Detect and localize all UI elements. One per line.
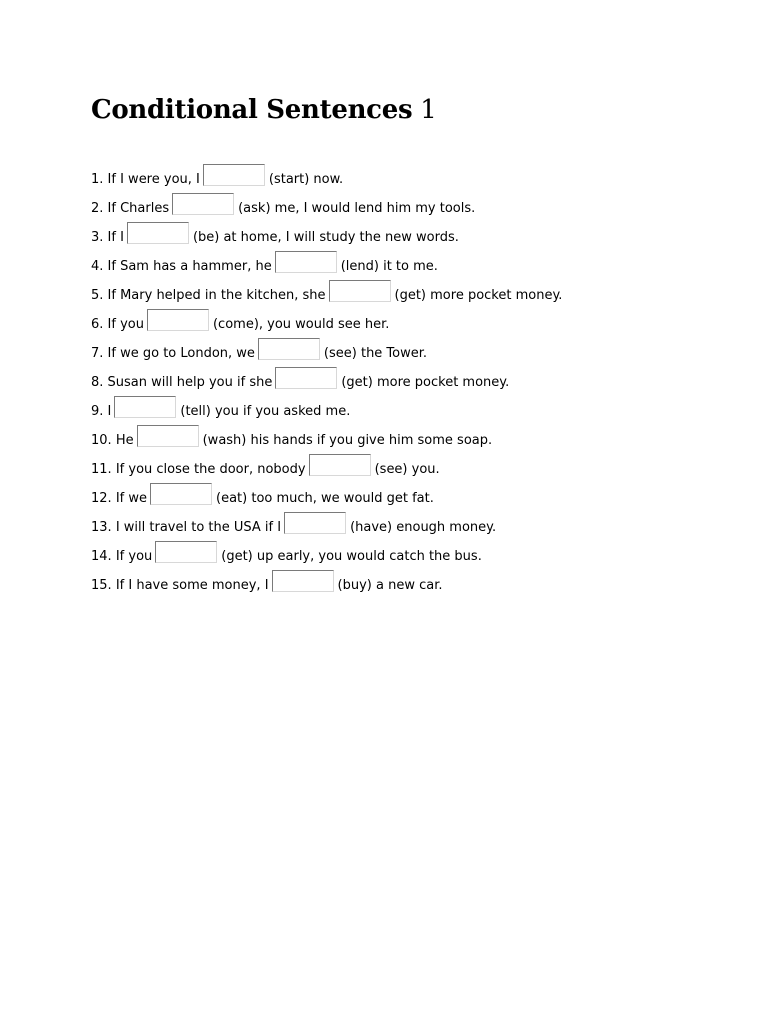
exercise-text-after: (have) enough money. bbox=[350, 520, 497, 535]
exercise-item-3 bbox=[91, 220, 562, 249]
exercise-text-before: If I have some money, I bbox=[115, 578, 269, 593]
answer-input-6[interactable] bbox=[147, 309, 209, 331]
exercise-text-before: If we bbox=[115, 491, 148, 506]
exercise-number: 9. bbox=[91, 404, 104, 419]
exercise-list bbox=[91, 162, 562, 597]
exercise-item-14 bbox=[91, 539, 562, 568]
exercise-number: 3. bbox=[91, 230, 104, 245]
answer-input-9[interactable] bbox=[114, 396, 176, 418]
answer-input-12[interactable] bbox=[150, 483, 212, 505]
exercise-text-before: If Charles bbox=[107, 201, 170, 216]
exercise-number: 8. bbox=[91, 375, 104, 390]
answer-input-10[interactable] bbox=[137, 425, 199, 447]
exercise-number: 1. bbox=[91, 172, 104, 187]
exercise-text-after: (come), you would see her. bbox=[212, 317, 390, 332]
exercise-item-13 bbox=[91, 510, 562, 539]
exercise-text-after: (ask) me, I would lend him my tools. bbox=[238, 201, 476, 216]
answer-input-3[interactable] bbox=[127, 222, 189, 244]
exercise-text-before: I will travel to the USA if I bbox=[115, 520, 282, 535]
exercise-text-before: If we go to London, we bbox=[107, 346, 255, 361]
exercise-number: 15. bbox=[91, 578, 112, 593]
exercise-text-after: (start) now. bbox=[268, 172, 344, 187]
exercise-number: 2. bbox=[91, 201, 104, 216]
answer-input-4[interactable] bbox=[275, 251, 337, 273]
exercise-text-after: (see) you. bbox=[374, 462, 440, 477]
answer-input-5[interactable] bbox=[329, 280, 391, 302]
answer-input-13[interactable] bbox=[284, 512, 346, 534]
exercise-number: 14. bbox=[91, 549, 112, 564]
exercise-item-8 bbox=[91, 365, 562, 394]
exercise-item-9 bbox=[91, 394, 562, 423]
exercise-text-after: (tell) you if you asked me. bbox=[180, 404, 351, 419]
exercise-text-before: If Sam has a hammer, he bbox=[107, 259, 272, 274]
exercise-number: 7. bbox=[91, 346, 104, 361]
exercise-item-12 bbox=[91, 481, 562, 510]
page-title-main: Conditional Sentences bbox=[91, 95, 413, 125]
exercise-text-after: (see) the Tower. bbox=[323, 346, 428, 361]
answer-input-8[interactable] bbox=[275, 367, 337, 389]
worksheet bbox=[91, 92, 731, 593]
exercise-number: 4. bbox=[91, 259, 104, 274]
exercise-item-7 bbox=[91, 336, 562, 365]
exercise-number: 6. bbox=[91, 317, 104, 332]
exercise-text-after: (eat) too much, we would get fat. bbox=[216, 491, 434, 506]
exercise-text-after: (be) at home, I will study the new words. bbox=[192, 230, 459, 245]
exercise-text-before: If you bbox=[115, 549, 153, 564]
page-title bbox=[91, 92, 731, 128]
exercise-text-before: If you bbox=[107, 317, 144, 332]
exercise-text-before: If I were you, I bbox=[107, 172, 200, 187]
exercise-text-before: If Mary helped in the kitchen, she bbox=[107, 288, 326, 303]
answer-input-14[interactable] bbox=[155, 541, 217, 563]
exercise-item-5 bbox=[91, 278, 562, 307]
exercise-number: 11. bbox=[91, 462, 112, 477]
exercise-item-15 bbox=[91, 568, 562, 597]
exercise-text-before: If I bbox=[107, 230, 124, 245]
answer-input-7[interactable] bbox=[258, 338, 320, 360]
exercise-text-after: (wash) his hands if you give him some soap. bbox=[202, 433, 493, 448]
exercise-text-before: He bbox=[115, 433, 134, 448]
answer-input-11[interactable] bbox=[309, 454, 371, 476]
exercise-item-6 bbox=[91, 307, 562, 336]
page-title-number: 1 bbox=[420, 95, 437, 125]
answer-input-2[interactable] bbox=[172, 193, 234, 215]
exercise-text-after: (buy) a new car. bbox=[337, 578, 443, 593]
exercise-text-after: (lend) it to me. bbox=[340, 259, 438, 274]
exercise-text-after: (get) more pocket money. bbox=[341, 375, 510, 390]
exercise-item-11 bbox=[91, 452, 562, 481]
exercise-text-before: If you close the door, nobody bbox=[115, 462, 306, 477]
exercise-item-1 bbox=[91, 162, 562, 191]
exercise-number: 13. bbox=[91, 520, 112, 535]
exercise-item-2 bbox=[91, 191, 562, 220]
exercise-item-10 bbox=[91, 423, 562, 452]
exercise-number: 5. bbox=[91, 288, 104, 303]
answer-input-15[interactable] bbox=[272, 570, 334, 592]
exercise-number: 12. bbox=[91, 491, 112, 506]
exercise-text-before: I bbox=[107, 404, 112, 419]
answer-input-1[interactable] bbox=[203, 164, 265, 186]
exercise-number: 10. bbox=[91, 433, 112, 448]
exercise-text-after: (get) more pocket money. bbox=[394, 288, 563, 303]
exercise-text-before: Susan will help you if she bbox=[107, 375, 273, 390]
exercise-item-4 bbox=[91, 249, 562, 278]
exercise-text-after: (get) up early, you would catch the bus. bbox=[221, 549, 482, 564]
